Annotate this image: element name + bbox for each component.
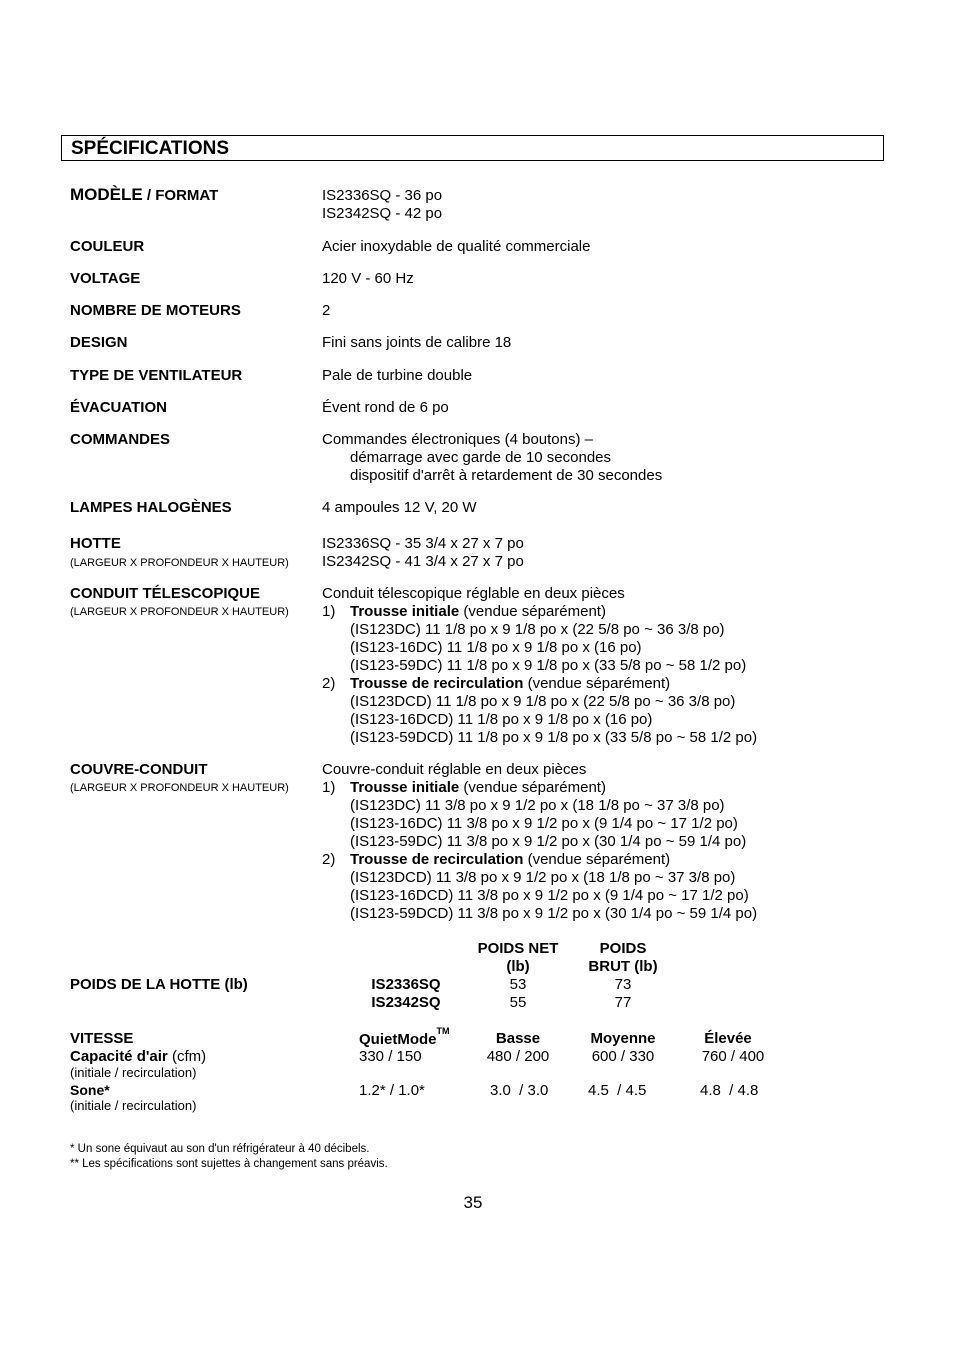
model-line: IS2342SQ - 42 po	[322, 205, 443, 222]
weight-net-header-line: (lb)	[506, 958, 530, 975]
kit-name: Trousse de recirculation	[350, 675, 524, 692]
kit-name: Trousse initiale	[350, 603, 460, 620]
capacity-label	[70, 1048, 206, 1065]
speed-header-moyenne: Moyenne	[590, 1030, 656, 1047]
kit-note: (vendue séparément)	[459, 779, 606, 796]
sone-basse: 3.0 / 3.0	[490, 1082, 549, 1099]
spec-label-evacuation: ÉVACUATION	[70, 399, 167, 416]
sone-quietmode: 1.2* / 1.0*	[359, 1082, 425, 1099]
model-values	[322, 187, 442, 223]
conduit-line: (IS123-59DC) 11 1/8 po x 9 1/8 po x (33 5/8 po ~ 58 1/2 po)	[350, 657, 747, 674]
weight-gross-header-line: POIDS	[599, 940, 647, 957]
couvre-line: (IS123-16DCD) 11 3/8 po x 9 1/2 po x (9 1/4 po ~ 17 1/2 po)	[350, 887, 749, 904]
kit-name: Trousse de recirculation	[350, 851, 524, 868]
spec-value-design: Fini sans joints de calibre 18	[322, 334, 512, 351]
hotte-line: IS2342SQ - 41 3/4 x 27 x 7 po	[322, 553, 524, 570]
footnote: ** Les spécifications sont sujettes à changement sans préavis.	[70, 1158, 388, 1170]
commandes-line: Commandes électroniques (4 boutons) –	[322, 431, 593, 448]
weight-net-header	[468, 940, 568, 976]
sone-elevee: 4.8 / 4.8	[700, 1082, 759, 1099]
spec-value-conduit	[322, 585, 757, 747]
sone-label: Sone*	[70, 1082, 110, 1098]
commandes-line: dispositif d'arrêt à retardement de 30 secondes	[350, 467, 663, 484]
spec-value-voltage: 120 V - 60 Hz	[322, 270, 414, 287]
couvre-item-1	[322, 779, 757, 797]
couvre-intro: Couvre-conduit réglable en deux pièces	[322, 761, 587, 778]
couvre-line: (IS123-59DC) 11 3/8 po x 9 1/2 po x (30 1/4 po ~ 59 1/4 po)	[350, 833, 747, 850]
spec-label-couvre: COUVRE-CONDUIT	[70, 761, 208, 778]
spec-value-commandes	[322, 431, 662, 485]
spec-value-ventilateur: Pale de turbine double	[322, 367, 473, 384]
spec-value-evacuation: Évent rond de 6 po	[322, 399, 449, 416]
capacity-label-text: Capacité d'air	[70, 1048, 168, 1065]
spec-value-couleur: Acier inoxydable de qualité commerciale	[322, 238, 591, 255]
quietmode-text: QuietMode	[359, 1031, 437, 1048]
weight-gross-values	[573, 976, 673, 1012]
couvre-line: (IS123DCD) 11 3/8 po x 9 1/2 po x (18 1/8 po ~ 37 3/8 po)	[350, 869, 736, 886]
weight-net-values	[468, 976, 568, 1012]
kit-note: (vendue séparément)	[523, 851, 671, 868]
model-label-main: MODÈLE	[70, 185, 143, 204]
sone-moyenne: 4.5 / 4.5	[588, 1082, 647, 1099]
spec-sublabel-hotte: (LARGEUR X PROFONDEUR X HAUTEUR)	[70, 557, 289, 569]
spec-label-lampes: LAMPES HALOGÈNES	[70, 499, 232, 516]
weight-gross-value: 73	[614, 976, 632, 993]
kit-note: (vendue séparément)	[523, 675, 671, 692]
weight-models	[356, 976, 456, 1012]
trademark-mark: TM	[436, 1026, 450, 1036]
page-number: 35	[463, 1193, 483, 1212]
model-line: IS2336SQ - 36 po	[322, 187, 443, 204]
conduit-item-1	[322, 603, 757, 621]
spec-label-commandes: COMMANDES	[70, 431, 170, 448]
weight-gross-header-line: BRUT (lb)	[588, 958, 658, 975]
weight-net-value: 55	[509, 994, 527, 1011]
weight-net-value: 53	[509, 976, 527, 993]
capacity-basse: 480 / 200	[486, 1048, 550, 1065]
couvre-item-2	[322, 851, 757, 869]
commandes-line: démarrage avec garde de 10 secondes	[350, 449, 612, 466]
speed-header-quietmode	[359, 1026, 450, 1048]
spec-value-hotte	[322, 535, 524, 571]
weight-model: IS2342SQ	[371, 994, 441, 1011]
weight-gross-value: 77	[614, 994, 632, 1011]
list-number: 2)	[322, 675, 336, 692]
speed-label: VITESSE	[70, 1030, 134, 1047]
kit-name: Trousse initiale	[350, 779, 460, 796]
spec-label-ventilateur: TYPE DE VENTILATEUR	[70, 367, 243, 384]
sone-sublabel: (initiale / recirculation)	[70, 1098, 197, 1113]
couvre-line: (IS123-16DC) 11 3/8 po x 9 1/2 po x (9 1/4 po ~ 17 1/2 po)	[350, 815, 738, 832]
conduit-line: (IS123-59DCD) 11 1/8 po x 9 1/8 po x (33 5/8 po ~ 58 1/2 po)	[350, 729, 758, 746]
speed-header-elevee: Élevée	[704, 1030, 752, 1047]
kit-note: (vendue séparément)	[459, 603, 606, 620]
section-title: SPÉCIFICATIONS	[71, 138, 229, 159]
weight-net-header-line: POIDS NET	[477, 940, 559, 957]
couvre-line: (IS123-59DCD) 11 3/8 po x 9 1/2 po x (30 1/4 po ~ 59 1/4 po)	[350, 905, 758, 922]
weight-label: POIDS DE LA HOTTE (lb)	[70, 976, 248, 993]
conduit-line: (IS123DCD) 11 1/8 po x 9 1/8 po x (22 5/8 po ~ 36 3/8 po)	[350, 693, 736, 710]
weight-model: IS2336SQ	[371, 976, 441, 993]
spec-label-moteurs: NOMBRE DE MOTEURS	[70, 302, 241, 319]
spec-value-lampes: 4 ampoules 12 V, 20 W	[322, 499, 477, 516]
capacity-moyenne: 600 / 330	[591, 1048, 655, 1065]
model-label-format: / FORMAT	[142, 187, 219, 204]
spec-label-conduit: CONDUIT TÉLESCOPIQUE	[70, 585, 261, 602]
spec-value-couvre	[322, 761, 757, 923]
list-number: 2)	[322, 851, 336, 868]
capacity-unit: (cfm)	[167, 1048, 207, 1065]
speed-header-basse: Basse	[495, 1030, 541, 1047]
spec-label-design: DESIGN	[70, 334, 128, 351]
spec-value-moteurs: 2	[322, 302, 331, 319]
section-title-box	[61, 135, 884, 161]
conduit-item-2	[322, 675, 757, 693]
spec-label-couleur: COULEUR	[70, 238, 145, 255]
model-label	[70, 185, 218, 205]
couvre-line: (IS123DC) 11 3/8 po x 9 1/2 po x (18 1/8 po ~ 37 3/8 po)	[350, 797, 725, 814]
footnotes	[70, 1142, 388, 1172]
footnote: * Un sone équivaut au son d'un réfrigérateur à 40 décibels.	[70, 1143, 370, 1155]
spec-sublabel-couvre: (LARGEUR X PROFONDEUR X HAUTEUR)	[70, 782, 289, 794]
spec-label-voltage: VOLTAGE	[70, 270, 141, 287]
capacity-quietmode: 330 / 150	[359, 1048, 422, 1065]
conduit-line: (IS123DC) 11 1/8 po x 9 1/8 po x (22 5/8 po ~ 36 3/8 po)	[350, 621, 725, 638]
capacity-sublabel: (initiale / recirculation)	[70, 1065, 197, 1080]
conduit-line: (IS123-16DCD) 11 1/8 po x 9 1/8 po x (16 po)	[350, 711, 653, 728]
conduit-line: (IS123-16DC) 11 1/8 po x 9 1/8 po x (16 po)	[350, 639, 642, 656]
list-number: 1)	[322, 779, 336, 796]
spec-sublabel-conduit: (LARGEUR X PROFONDEUR X HAUTEUR)	[70, 606, 289, 618]
capacity-elevee: 760 / 400	[701, 1048, 765, 1065]
conduit-intro: Conduit télescopique réglable en deux pièces	[322, 585, 625, 602]
spec-label-hotte: HOTTE	[70, 535, 121, 552]
list-number: 1)	[322, 603, 336, 620]
hotte-line: IS2336SQ - 35 3/4 x 27 x 7 po	[322, 535, 524, 552]
weight-gross-header	[573, 940, 673, 976]
